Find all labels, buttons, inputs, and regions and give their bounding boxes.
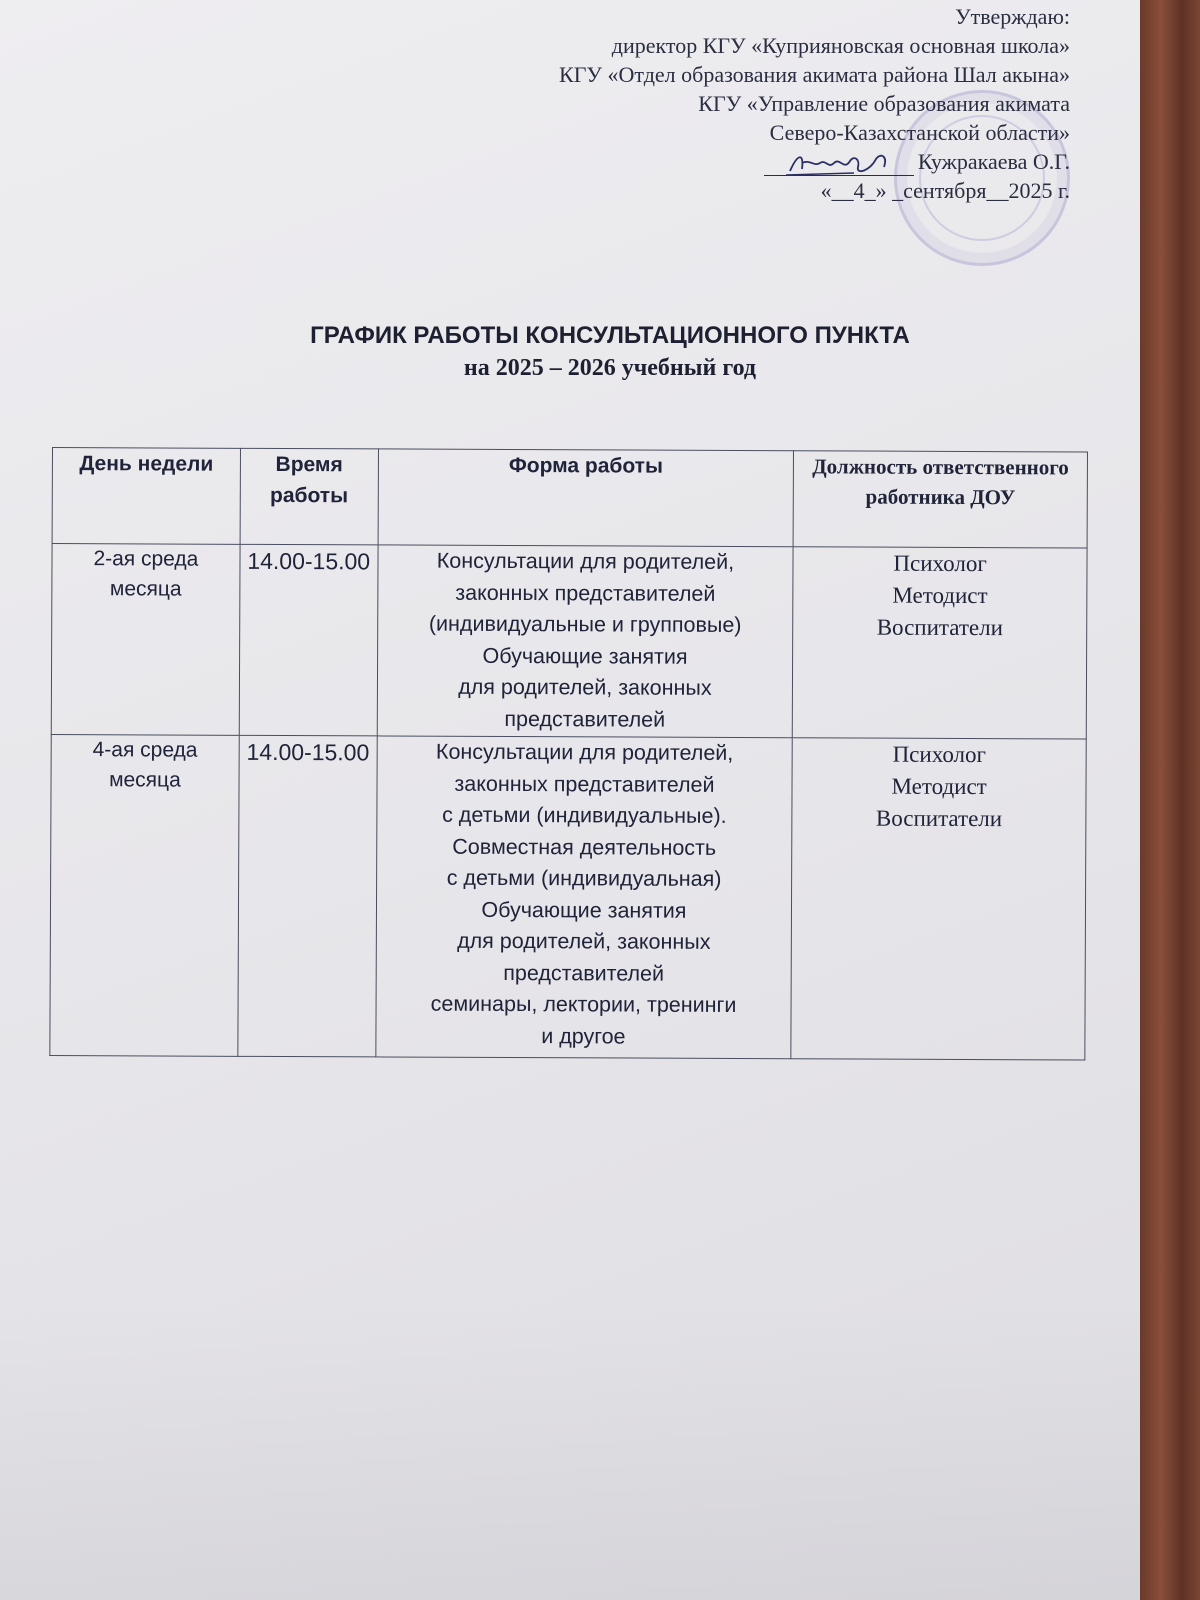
form-line: законных представителей	[454, 771, 715, 797]
date-close-quote: » _	[875, 178, 904, 203]
form-line: представителей	[503, 960, 665, 986]
table-row	[51, 544, 1087, 740]
header-form: Форма работы	[378, 449, 794, 547]
cell-day: 2-ая среда месяца	[51, 544, 240, 736]
cell-time: 14.00-15.00	[239, 544, 378, 736]
form-line: законных представителей	[455, 580, 716, 606]
document-subtitle: на 2025 – 2026 учебный год	[463, 355, 757, 381]
form-line: Консультации для родителей,	[435, 739, 734, 765]
handwritten-signature	[784, 149, 894, 181]
form-line: с детьми (индивидуальные).	[442, 802, 727, 828]
form-line: и другое	[541, 1023, 626, 1049]
form-line: Обучающие занятия	[481, 897, 687, 923]
table-header-row	[52, 448, 1087, 549]
cell-form	[377, 545, 793, 738]
approval-date-line	[370, 176, 1070, 205]
form-line: Консультации для родителей,	[436, 548, 735, 574]
cell-time: 14.00-15.00	[238, 735, 377, 1057]
document-title: ГРАФИК РАБОТЫ КОНСУЛЬТАЦИОННОГО ПУНКТА	[310, 322, 910, 349]
approval-block	[370, 2, 1070, 205]
table-row	[50, 734, 1086, 1060]
approval-heading: Утверждаю:	[955, 4, 1070, 29]
schedule-table	[49, 447, 1088, 1061]
form-line: Обучающие занятия	[482, 643, 688, 669]
form-line: (индивидуальные и групповые)	[428, 611, 742, 638]
position-line: Воспитатели	[875, 805, 1003, 832]
approval-administration-line: КГУ «Управление образования акимата	[698, 91, 1070, 116]
approval-signature-line	[370, 147, 1070, 176]
wooden-table-edge	[1140, 0, 1200, 1600]
position-line: Методист	[892, 582, 988, 609]
position-line: Воспитатели	[876, 614, 1004, 641]
form-line: представителей	[504, 706, 666, 732]
signer-name: Кужракаева О.Г.	[917, 149, 1070, 174]
approval-department-line: КГУ «Отдел образования акимата района Шал акына»	[559, 62, 1070, 87]
signature-underline	[764, 153, 914, 176]
header-day: День недели	[52, 448, 240, 545]
form-line: Совместная деятельность	[452, 834, 717, 860]
form-line: для родителей, законных	[458, 674, 712, 700]
cell-position	[791, 738, 1086, 1060]
lighting-shadow	[0, 1300, 1170, 1600]
cell-position	[792, 547, 1087, 739]
approval-region-line: Северо-Казахстанской области»	[769, 120, 1070, 145]
form-line: семинары, лектории, тренинги	[430, 991, 737, 1017]
position-line: Методист	[891, 773, 987, 800]
date-year-suffix: г.	[1052, 178, 1070, 203]
date-day: __4_	[831, 178, 876, 203]
position-line: Психолог	[892, 741, 987, 768]
date-separator: __	[986, 178, 1009, 203]
form-line: с детьми (индивидуальная)	[446, 865, 722, 891]
cell-day: 4-ая среда месяца	[50, 734, 239, 1056]
date-open-quote: «	[820, 178, 832, 203]
position-line: Психолог	[893, 550, 987, 577]
header-time: Время работы	[240, 448, 378, 545]
form-line: для родителей, законных	[457, 928, 711, 954]
approval-director-line: директор КГУ «Куприяновская основная школа»	[611, 33, 1070, 58]
cell-form	[376, 736, 793, 1059]
date-month: сентября	[903, 178, 987, 203]
date-year: 2025	[1008, 178, 1053, 203]
header-position: Должность ответственного работника ДОУ	[793, 451, 1087, 548]
